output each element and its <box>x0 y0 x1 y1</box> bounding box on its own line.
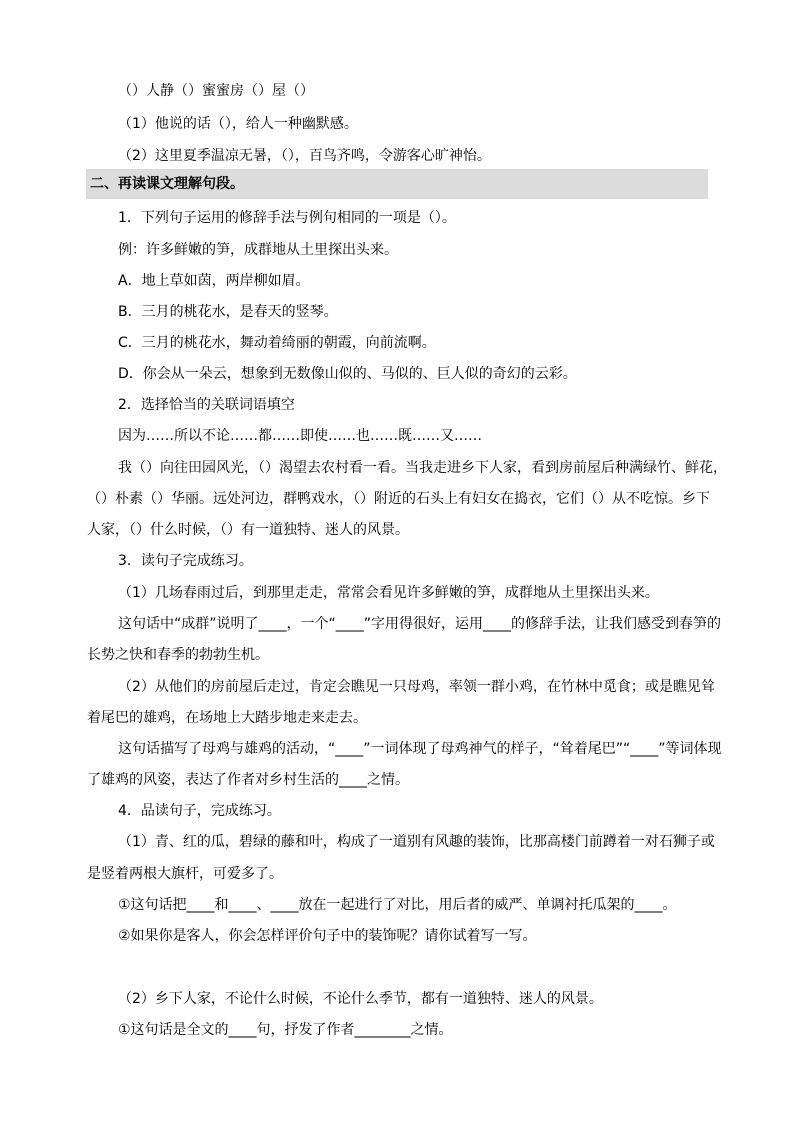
question-4-1: （1）青、红的瓜，碧绿的藤和叶，构成了一道别有风趣的装饰，比那高楼门前蹲着一对石狮子或 <box>118 834 715 850</box>
paragraph-line: 人家，（）什么时候，（）有一道独特、迷人的风景。 <box>87 522 409 538</box>
text-line: （2）这里夏季温凉无暑，（），百鸟齐鸣，令游客心旷神怡。 <box>118 148 491 164</box>
question-4-1-text: 是竖着两根大旗杆，可爱多了。 <box>87 866 283 882</box>
question-1: 1．下列句子运用的修辞手法与例句相同的一项是（）。 <box>118 210 456 226</box>
question-4-2: （2）乡下人家，不论什么时候，不论什么季节，都有一道独特、迷人的风景。 <box>118 991 603 1007</box>
text-line: （）人静（）蜜蜜房（）屋（） <box>118 83 314 99</box>
question-4: 4．品读句子，完成练习。 <box>118 803 281 819</box>
question-1-example: 例：许多鲜嫩的笋，成群地从土里探出头来。 <box>118 242 398 258</box>
question-3-1-text: 这句话中“成群”说明了____，一个“____”字用得很好，运用____的修辞手法，让我们感受到春笋的 <box>118 616 722 632</box>
question-4-2-sub: ①这句话是全文的____句，抒发了作者________之情。 <box>118 1022 453 1038</box>
question-2: 2．选择恰当的关联词语填空 <box>118 397 295 413</box>
question-4-1-sub: ①这句话把____和____、____放在一起进行了对比，用后者的威严、单调衬托瓜架的____。 <box>118 897 677 913</box>
section-title: 二、再读课文理解句段。 <box>90 176 244 192</box>
paragraph-line: 我（）向往田园风光，（）渴望去农村看一看。当我走进乡下人家，看到房前屋后种满绿竹、鲜花， <box>118 460 727 476</box>
question-3-2-text: 了雄鸡的风姿，表达了作者对乡村生活的____之情。 <box>87 772 409 788</box>
question-3-1-text: 长势之快和春季的勃勃生机。 <box>87 647 269 663</box>
option-b: B．三月的桃花水，是春天的竖琴。 <box>118 304 338 320</box>
text-line: （1）他说的话（），给人一种幽默感。 <box>118 116 358 132</box>
option-a: A．地上草如茵，两岸柳如眉。 <box>118 273 310 289</box>
question-3: 3．读句子完成练习。 <box>118 553 253 569</box>
question-3-2-text: 这句话描写了母鸡与雄鸡的活动，“____”一词体现了母鸡神气的样子，“耸着尾巴”“____”等词体现 <box>118 741 722 757</box>
option-d: D．你会从一朵云，想象到无数像山似的、马似的、巨人似的奇幻的云彩。 <box>118 366 577 382</box>
question-3-2: （2）从他们的房前屋后走过，肯定会瞧见一只母鸡，率领一群小鸡，在竹林中觅食；或是瞧见耸 <box>118 679 715 695</box>
question-2-words: 因为……所以不论……都……即使……也……既……又…… <box>118 428 482 444</box>
question-4-1-sub: ②如果你是客人，你会怎样评价句子中的装饰呢？请你试着写一写。 <box>118 928 537 944</box>
question-3-2-text: 着尾巴的雄鸡，在场地上大踏步地走来走去。 <box>87 710 367 726</box>
option-c: C．三月的桃花水，舞动着绮丽的朝霞，向前流啊。 <box>118 335 436 351</box>
question-3-1: （1）几场春雨过后，到那里走走，常常会看见许多鲜嫩的笋，成群地从土里探出头来。 <box>118 585 659 601</box>
paragraph-line: （）朴素（）华丽。远处河边，群鸭戏水，（）附近的石头上有妇女在捣衣，它们（）从不吃惊。乡下 <box>87 491 710 507</box>
